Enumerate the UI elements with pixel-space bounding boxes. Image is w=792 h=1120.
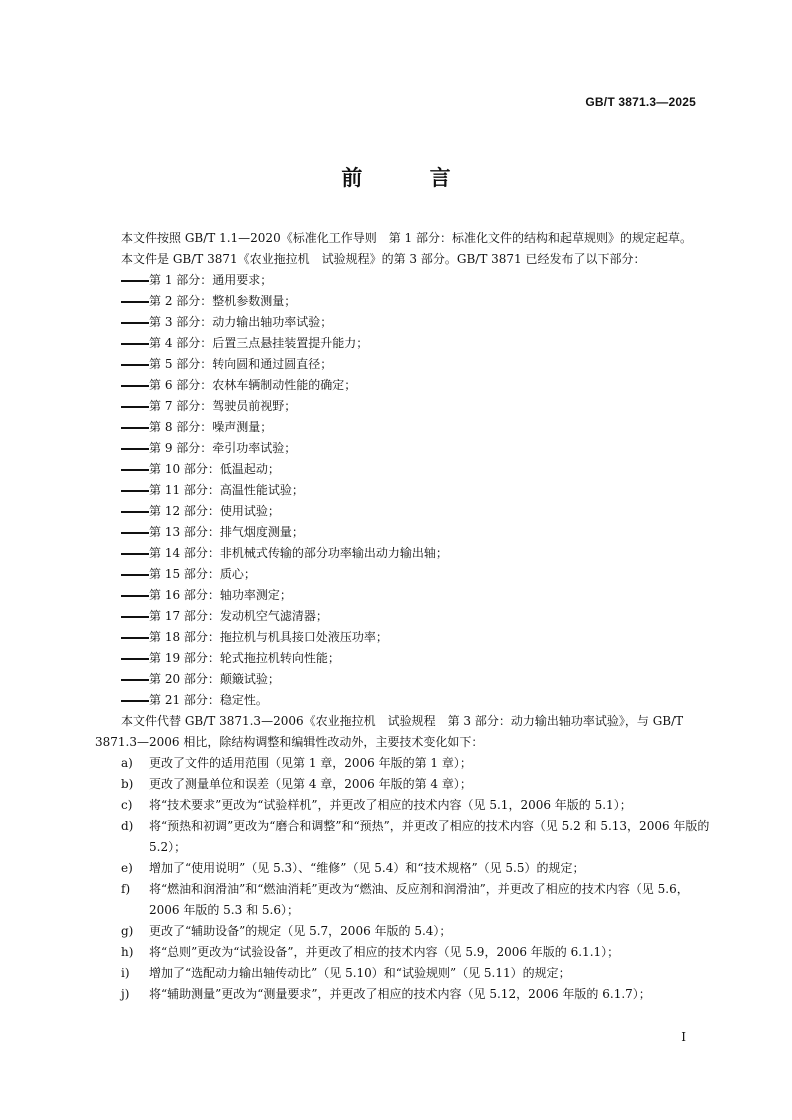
dash-mark [121, 490, 149, 492]
dash-mark [121, 343, 149, 345]
list-item: 第 14 部分：非机械式传输的部分功率输出动力输出轴； [95, 543, 710, 564]
dash-mark [121, 280, 149, 282]
dash-mark [121, 637, 149, 639]
dash-mark [121, 427, 149, 429]
page-number: I [681, 1030, 686, 1044]
dash-mark [121, 616, 149, 618]
list-item: h) 将“总则”更改为“试验设备”，并更改了相应的技术内容（见 5.9，2006 年版的 6.1.1）； [121, 945, 620, 959]
list-item: d) 将“预热和初调”更改为“磨合和调整”和“预热”，并更改了相应的技术内容（见 5.2 和 5.13，2006 年版的 5.2）； [121, 819, 710, 854]
list-item: 第 1 部分：通用要求； [95, 270, 710, 291]
dash-mark [121, 385, 149, 387]
list-item: c) 将“技术要求”更改为“试验样机”，并更改了相应的技术内容（见 5.1，2006 年版的 5.1）； [121, 798, 632, 812]
dash-mark [121, 679, 149, 681]
list-item: 第 10 部分：低温起动； [95, 459, 710, 480]
page-title: 前 言 [341, 165, 481, 190]
document-body [95, 228, 710, 1005]
list-item: 第 11 部分：高温性能试验； [95, 480, 710, 501]
list-item: j) 将“辅助测量”更改为“测量要求”，并更改了相应的技术内容（见 5.12，2006 年版的 6.1.7）； [121, 987, 651, 1001]
list-item: 第 17 部分：发动机空气滤清器； [95, 606, 710, 627]
list-item: 第 3 部分：动力输出轴功率试验； [95, 312, 710, 333]
list-item: g) 更改了“辅助设备”的规定（见 5.7，2006 年版的 5.4）； [121, 924, 452, 938]
list-item: 第 9 部分：牵引功率试验； [95, 438, 710, 459]
list-item: 第 16 部分：轴功率测定； [95, 585, 710, 606]
dash-mark [121, 406, 149, 408]
list-item: f) 将“燃油和润滑油”和“燃油消耗”更改为“燃油、反应剂和润滑油”，并更改了相应的技术内容（见 5.6，2006 年版的 5.3 和 5.6）； [121, 882, 689, 917]
intro-paragraph-2: 本文件是 GB/T 3871《农业拖拉机 试验规程》的第 3 部分。GB/T 3871 已经发布了以下部分： [121, 252, 646, 266]
list-item: e) 增加了“使用说明”（见 5.3）、“维修”（见 5.4）和“技术规格”（见 5.5）的规定； [121, 861, 585, 875]
dash-mark [121, 448, 149, 450]
dash-mark [121, 574, 149, 576]
dash-mark [121, 469, 149, 471]
list-item: 第 19 部分：轮式拖拉机转向性能； [95, 648, 710, 669]
changes-list [95, 753, 710, 1005]
list-item: b) 更改了测量单位和误差（见第 4 章，2006 年版的第 4 章）； [121, 777, 472, 791]
standard-number: GB/T 3871.3—2025 [585, 95, 696, 109]
list-item: 第 5 部分：转向圆和通过圆直径； [95, 354, 710, 375]
list-item: 第 12 部分：使用试验； [95, 501, 710, 522]
list-item: 第 21 部分：稳定性。 [95, 690, 710, 711]
list-item: 第 20 部分：颠簸试验； [95, 669, 710, 690]
dash-mark [121, 511, 149, 513]
list-item: 第 4 部分：后置三点悬挂装置提升能力； [95, 333, 710, 354]
dash-mark [121, 301, 149, 303]
dash-mark [121, 322, 149, 324]
list-item: 第 6 部分：农林车辆制动性能的确定； [95, 375, 710, 396]
dash-mark [121, 553, 149, 555]
list-item: 第 18 部分：拖拉机与机具接口处液压功率； [95, 627, 710, 648]
dash-mark [121, 532, 149, 534]
list-item: 第 8 部分：噪声测量； [95, 417, 710, 438]
intro-paragraph-1: 本文件按照 GB/T 1.1—2020《标准化工作导则 第 1 部分：标准化文件的结构和起草规则》的规定起草。 [121, 231, 692, 245]
dash-mark [121, 658, 149, 660]
dash-mark [121, 364, 149, 366]
dash-mark [121, 700, 149, 702]
list-item: a) 更改了文件的适用范围（见第 1 章，2006 年版的第 1 章）； [121, 756, 472, 770]
parts-list [95, 270, 710, 711]
replace-paragraph: 本文件代替 GB/T 3871.3—2006《农业拖拉机 试验规程 第 3 部分：动力输出轴功率试验》，与 GB/T 3871.3—2006 相比，除结构调整和编辑性改动外，主要技术变化如下： [95, 714, 684, 749]
list-item: i) 增加了“选配动力输出轴传动比”（见 5.10）和“试验规则”（见 5.11）的规定； [121, 966, 571, 980]
list-item: 第 7 部分：驾驶员前视野； [95, 396, 710, 417]
list-item: 第 13 部分：排气烟度测量； [95, 522, 710, 543]
list-item: 第 2 部分：整机参数测量； [95, 291, 710, 312]
list-item: 第 15 部分：质心； [95, 564, 710, 585]
dash-mark [121, 595, 149, 597]
